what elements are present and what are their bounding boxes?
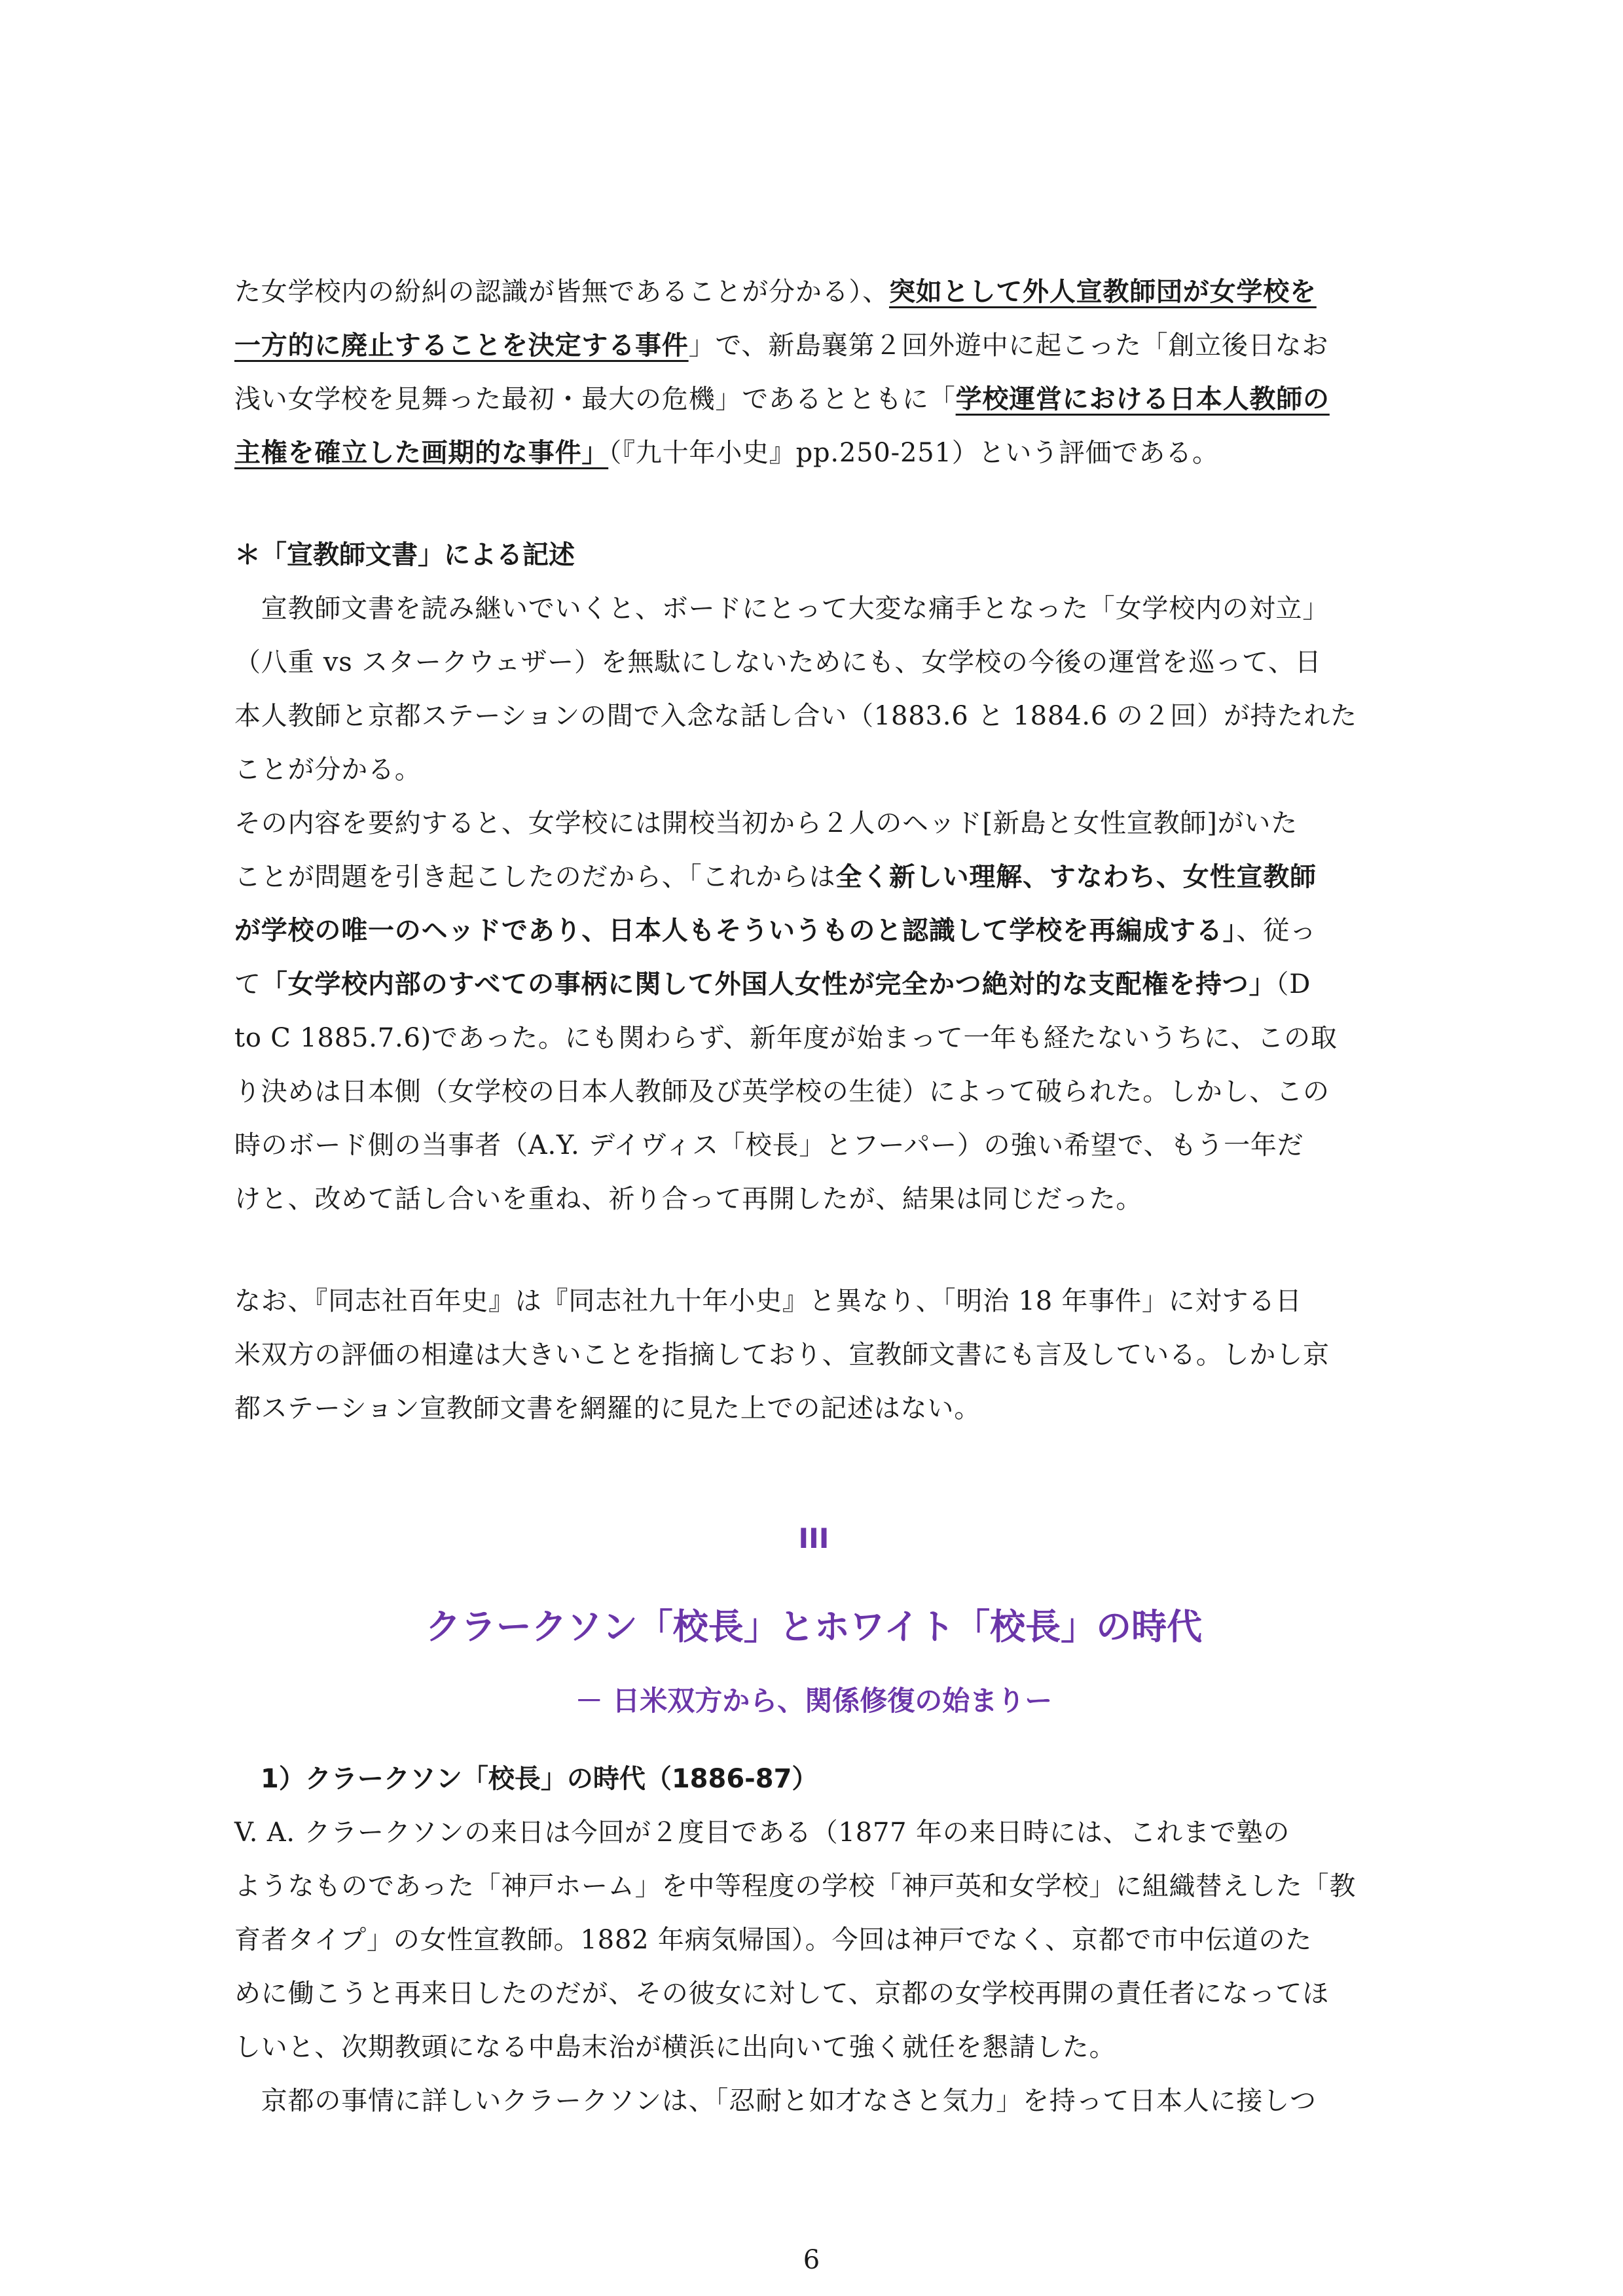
section-heading-missionary-documents: ＊「宣教師文書」による記述 (234, 540, 575, 570)
page-number: 6 (803, 2245, 820, 2275)
paragraph-line: 時のボード側の当事者（A.Y. デイヴィス「校長」とフーパー）の強い希望で、もう一年だ (234, 1130, 1304, 1160)
paragraph-line: to C 1885.7.6)であった。にも関わらず、新年度が始まって一年も経たないうちに、この取 (234, 1023, 1338, 1053)
paragraph-line: めに働こうと再来日したのだが、その彼女に対して、京都の女学校再開の責任者になってほ (234, 1979, 1329, 2009)
paragraph-line: けと、改めて話し合いを重ね、祈り合って再開したが、結果は同じだった。 (234, 1184, 1143, 1214)
spacer (234, 1226, 1393, 1274)
paragraph-line: ことが分かる。 (234, 755, 422, 785)
text-run: て (234, 969, 261, 999)
text-run: 、従っ (1236, 916, 1317, 946)
text-run: 」で、新島襄第２回外遊中に起こった「創立後日なお (688, 331, 1329, 361)
paragraph-line (234, 850, 1393, 904)
intro-line-4 (234, 426, 1393, 480)
document-page (234, 265, 1393, 2128)
paragraph-line: 米双方の評価の相違は大きいことを指摘しており、宣教師文書にも言及している。しかし京 (234, 1340, 1330, 1370)
text-run: 浅い女学校を見舞った最初・最大の危機」であるとともに「 (234, 384, 956, 414)
paragraph-line (234, 904, 1393, 958)
section-subtitle: － 日米双方から、関係修復の始まりー (575, 1685, 1053, 1717)
paragraph-line: 都ステーション宣教師文書を網羅的に見た上での記述はない。 (234, 1393, 981, 1424)
emphasis-text: 「女学校内部のすべての事柄に関して外国人女性が完全かつ絶対的な支配権を持つ」 (261, 969, 1276, 999)
paragraph-line: しいと、次期教頭になる中島末治が横浜に出向いて強く就任を懇請した。 (234, 2032, 1116, 2062)
section-number: III (798, 1522, 830, 1554)
paragraph-line: り決めは日本側（女学校の日本人教師及び英学校の生徒）によって破られた。しかし、この (234, 1077, 1330, 1107)
emphasis-text: 突如として外人宣教師団が女学校を (889, 277, 1317, 307)
paragraph-line: その内容を要約すると、女学校には開校当初から２人のヘッド[新島と女性宣教師]がいた (234, 808, 1298, 838)
emphasis-text: 主権を確立した画期的な事件」 (234, 438, 609, 468)
intro-line-2 (234, 319, 1393, 372)
intro-line-1 (234, 265, 1393, 319)
section-title: クラークソン「校長」とホワイト「校長」の時代 (425, 1606, 1203, 1647)
paragraph-line: 本人教師と京都ステーションの間で入念な話し合い（1883.6 と 1884.6 の２回）が持たれた (234, 701, 1357, 731)
intro-line-3 (234, 372, 1393, 426)
paragraph-line: （八重 vs スタークウェザー）を無駄にしないためにも、女学校の今後の運営を巡って、日 (234, 647, 1322, 677)
text-run: （D (1275, 969, 1311, 999)
spacer (234, 480, 1393, 528)
paragraph-line: 育者タイプ」の女性宣教師。1882 年病気帰国）。今回は神戸でなく、京都で市中伝道のた (234, 1925, 1313, 1955)
paragraph-line: 京都の事情に詳しいクラークソンは、「忍耐と如才なさと気力」を持って日本人に接しつ (234, 2086, 1317, 2116)
paragraph-line: 宣教師文書を読み継いでいくと、ボードにとって大変な痛手となった「女学校内の対立」 (234, 594, 1329, 624)
paragraph-line (234, 958, 1393, 1011)
emphasis-text: 全く新しい理解、すなわち、女性宣教師 (835, 862, 1317, 892)
text-run: ことが問題を引き起こしたのだから、「これからは (234, 862, 836, 892)
subsection-heading: 1）クラークソン「校長」の時代（1886-87） (261, 1764, 818, 1794)
paragraph-line: V. A. クラークソンの来日は今回が２度目である（1877 年の来日時には、これまで塾の (234, 1818, 1290, 1848)
emphasis-text: 学校運営における日本人教師の (955, 384, 1330, 414)
text-run: （『九十年小史』pp.250-251）という評価である。 (608, 438, 1219, 468)
emphasis-text: 一方的に廃止することを決定する事件 (234, 331, 689, 361)
text-run: た女学校内の紛糾の認識が皆無であることが分かる）、 (234, 277, 889, 307)
paragraph-line: ようなものであった「神戸ホーム」を中等程度の学校「神戸英和女学校」に組織替えした「教 (234, 1871, 1357, 1901)
paragraph-line: なお、『同志社百年史』は『同志社九十年小史』と異なり、「明治 18 年事件」に対する日 (234, 1286, 1302, 1316)
emphasis-text: が学校の唯一のヘッドであり、日本人もそういうものと認識して学校を再編成する」 (234, 916, 1237, 946)
